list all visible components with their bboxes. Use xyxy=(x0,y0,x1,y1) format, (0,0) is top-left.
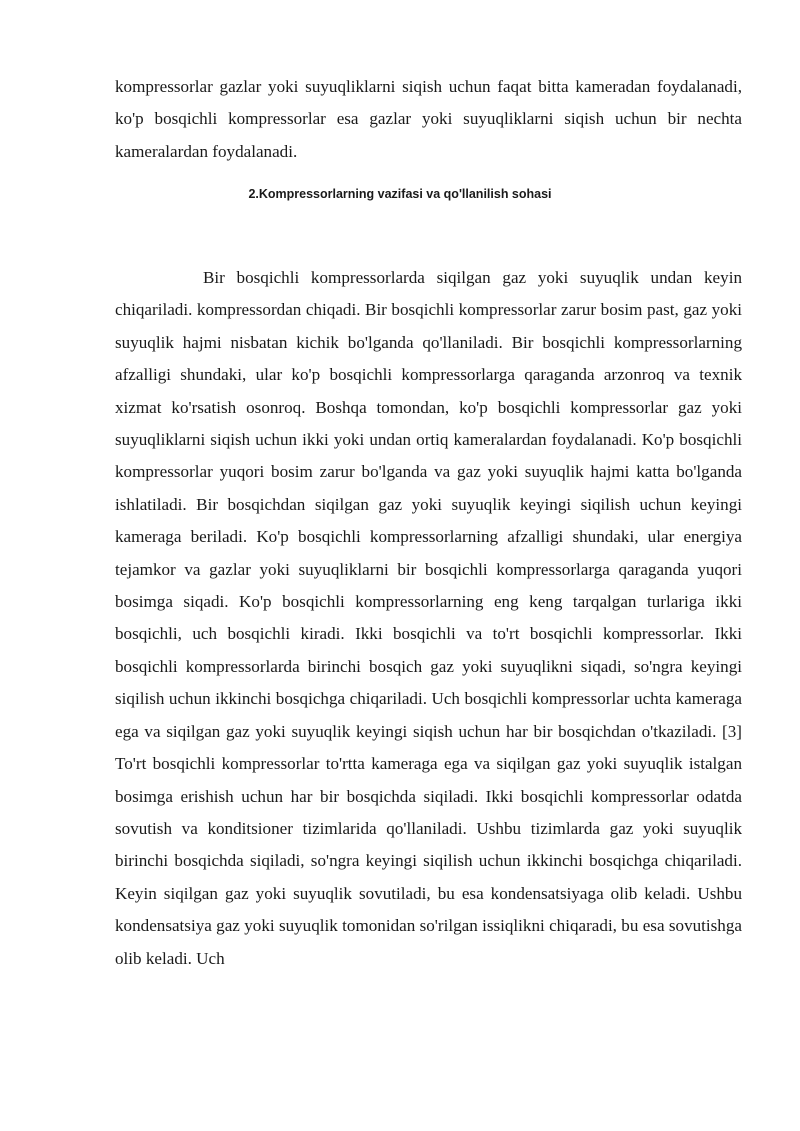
intro-paragraph: kompressorlar gazlar yoki suyuqliklarni siqish uchun faqat bitta kameradan foydalanadi, ko'p bosqichli kompressorlar esa gazlar yoki suyuqliklarni siqish uchun bir nechta kameralardan foydalanadi. xyxy=(115,77,742,161)
section-heading: 2.Kompressorlarning vazifasi va qo'llanilish sohasi xyxy=(248,187,552,201)
main-paragraph: Bir bosqichli kompressorlarda siqilgan gaz yoki suyuqlik undan keyin chiqariladi. kompressordan chiqadi. Bir bosqichli kompressorlar zarur bosim past, gaz yoki suyuqlik hajmi nisbatan kichik bo'lganda qo'llaniladi. Bir bosqichli kompressorlarning afzalligi shundaki, ular ko'p bosqichli kompressorlarga qaraganda arzonroq va texnik xizmat ko'rsatish osonroq. Boshqa tomondan, ko'p bosqichli kompressorlar gaz yoki suyuqliklarni siqish uchun ikki yoki undan ortiq kameralardan foydalanadi. Ko'p bosqichli kompressorlar yuqori bosim zarur bo'lganda va gaz yoki suyuqlik hajmi katta bo'lganda ishlatiladi. Bir bosqichdan siqilgan gaz yoki suyuqlik keyingi siqilish uchun keyingi kameraga beriladi. Ko'p bosqichli kompressorlarning afzalligi shundaki, ular energiya tejamkor va gazlar yoki suyuqliklarni bir bosqichli kompressorlarga qaraganda yuqori bosimga siqadi. Ko'p bosqichli kompressorlarning eng keng tarqalgan turlariga ikki bosqichli, uch bosqichli kiradi. Ikki bosqichli va to'rt bosqichli kompressorlar. Ikki bosqichli kompressorlarda birinchi bosqich gaz yoki suyuqlikni siqadi, so'ngra keyingi siqilish uchun ikkinchi bosqichga chiqariladi. Uch bosqichli kompressorlar uchta kameraga ega va siqilgan gaz yoki suyuqlik keyingi siqish uchun har bir bosqichdan o'tkaziladi. [3] To'rt bosqichli kompressorlar to'rtta kameraga ega va siqilgan gaz yoki suyuqlik istalgan bosimga erishish uchun har bir bosqichda siqiladi. Ikki bosqichli kompressorlar odatda sovutish va konditsioner tizimlarida qo'llaniladi. Ushbu tizimlarda gaz yoki suyuqlik birinchi bosqichda siqiladi, so'ngra keyingi siqilish uchun ikkinchi bosqichga chiqariladi. Keyin siqilgan gaz yoki suyuqlik sovutiladi, bu esa kondensatsiyaga olib keladi. Ushbu kondensatsiya gaz yoki suyuqlik tomonidan so'rilgan issiqlikni chiqaradi, bu esa sovutishga olib keladi. Uch xyxy=(115,268,742,968)
